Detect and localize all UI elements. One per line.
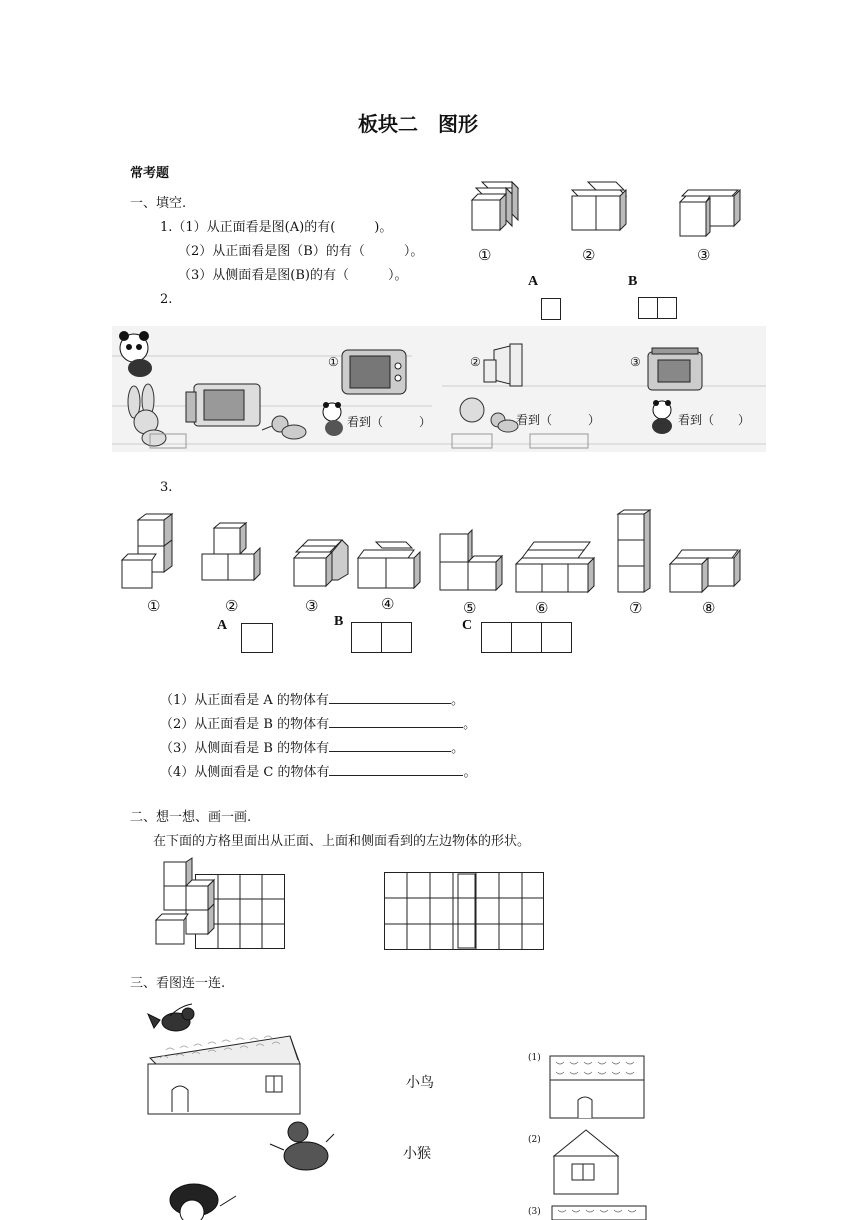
section1-heading: 一、填空. <box>130 196 187 211</box>
q3-cube-figure-6 <box>514 540 598 594</box>
q3-label-5: ⑤ <box>463 599 477 617</box>
q3-answer-4 <box>160 763 477 781</box>
q1-label-1: ① <box>478 246 492 264</box>
q3-label-6: ⑥ <box>535 599 549 617</box>
q3-answer-4-text: （4）从侧面看是 C 的物体有 <box>160 765 330 780</box>
q3-label-4: ④ <box>381 595 395 613</box>
q2-number: 2. <box>160 292 173 307</box>
q3-view-c-shape-2 <box>511 622 542 653</box>
q3-view-b-label: B <box>334 614 344 629</box>
option-label-1: (1) <box>528 1053 541 1063</box>
subtitle: 常考题 <box>130 166 170 181</box>
q1-label-2: ② <box>582 246 596 264</box>
q3-answer-4-end: 。 <box>463 765 477 780</box>
q3-cube-figure-3 <box>292 538 352 590</box>
q1-label-3: ③ <box>697 246 711 264</box>
option-3-house-top <box>550 1204 648 1216</box>
q1-line3: （3）从侧面看是图(B)的有（ ）。 <box>178 268 408 283</box>
child-icon <box>170 1184 236 1220</box>
q3-answer-3-text: （3）从侧面看是 B 的物体有 <box>160 741 330 756</box>
q1-view-a-shape <box>541 298 561 320</box>
q1-cube-figure-3 <box>676 188 744 240</box>
q2-tv-label-3: ③ <box>630 355 641 369</box>
label-bird: 小鸟 <box>406 1075 434 1091</box>
q3-label-3: ③ <box>305 597 319 615</box>
q3-label-7: ⑦ <box>629 599 643 617</box>
q2-see-1: 看到（ ） <box>347 415 432 429</box>
q1-line2: （2）从正面看是图（B）的有（ ）。 <box>178 244 424 259</box>
section2-instruction: 在下面的方格里面出从正面、上面和侧面看到的左边物体的形状。 <box>153 834 531 849</box>
q3-cube-figure-4 <box>356 540 422 592</box>
tv-icon-center <box>186 384 260 426</box>
q3-label-1: ① <box>147 597 161 615</box>
q2-scene-art <box>112 326 766 452</box>
sec2-cube-object <box>152 858 218 948</box>
q3-number: 3. <box>160 480 173 495</box>
q3-answer-1-end: 。 <box>450 693 464 708</box>
monkey-icon-2 <box>460 398 518 432</box>
q3-cube-figure-2 <box>200 522 264 584</box>
q3-view-c-shape-3 <box>541 622 572 653</box>
q3-view-a-shape <box>241 623 273 653</box>
panda-icon-3 <box>652 400 672 434</box>
q1-view-a-label: A <box>528 274 539 289</box>
q1-line1: 1.（1）从正面看是图(A)的有( )。 <box>160 220 393 235</box>
panda-icon-2 <box>323 402 343 436</box>
q1-cube-figure-1 <box>470 180 524 236</box>
q3-cube-figure-1 <box>120 512 180 592</box>
q3-view-b-shape-right <box>381 622 412 653</box>
q3-view-a-label: A <box>217 618 228 633</box>
section2-heading: 二、想一想、画一画. <box>130 810 252 825</box>
q1-view-b-shape-right <box>657 297 677 319</box>
q2-scene-strip <box>112 326 766 452</box>
q3-label-8: ⑧ <box>702 599 716 617</box>
q3-answer-2-text: （2）从正面看是 B 的物体有 <box>160 717 330 732</box>
q3-answer-1-blank[interactable] <box>329 691 451 704</box>
q1-view-b-label: B <box>628 274 638 289</box>
q1-view-b-shape-left <box>638 297 658 319</box>
rabbit-icon <box>128 384 166 446</box>
q3-answer-3 <box>160 739 464 757</box>
monkey-icon-1 <box>262 416 306 439</box>
q3-answer-1 <box>160 691 464 709</box>
q3-answer-4-blank[interactable] <box>329 763 463 776</box>
q3-answer-3-end: 。 <box>451 741 465 756</box>
q3-answer-1-text: （1）从正面看是 A 的物体有 <box>160 693 329 708</box>
option-1-house-front <box>548 1054 646 1120</box>
q3-cube-figure-5 <box>438 530 504 592</box>
tv-icon-2 <box>484 344 522 386</box>
q3-answer-2-blank[interactable] <box>329 715 463 728</box>
section3-heading: 三、看图连一连. <box>130 976 226 991</box>
sec3-house-scene <box>140 1000 340 1216</box>
q2-tv-label-2: ② <box>470 355 481 369</box>
page-title: 板块二 图形 <box>358 112 478 136</box>
q3-label-2: ② <box>225 597 239 615</box>
q3-view-c-shape-1 <box>481 622 512 653</box>
q3-cube-figure-8 <box>668 548 744 594</box>
panda-icon <box>119 331 152 377</box>
option-label-2: (2) <box>528 1135 541 1145</box>
tv-icon-1 <box>342 350 406 394</box>
q2-see-3: 看到（ ） <box>678 413 751 427</box>
q1-cube-figure-2 <box>568 180 632 236</box>
label-monkey: 小猴 <box>403 1146 431 1162</box>
option-2-house-side <box>550 1128 622 1196</box>
option-label-3: (3) <box>528 1207 541 1217</box>
q3-answer-2-end: 。 <box>463 717 477 732</box>
q3-cube-figure-7 <box>614 510 660 596</box>
q3-answer-3-blank[interactable] <box>329 739 451 752</box>
q2-tv-label-1: ① <box>328 355 339 369</box>
q3-view-c-label: C <box>462 618 473 633</box>
q3-answer-2 <box>160 715 476 733</box>
q3-view-b-shape-left <box>351 622 382 653</box>
bird-icon <box>148 1004 194 1031</box>
sec2-grid-right <box>384 872 546 952</box>
monkey-icon <box>270 1122 334 1170</box>
tv-icon-3 <box>648 348 702 390</box>
q2-see-2: 看到（ ） <box>516 413 601 427</box>
